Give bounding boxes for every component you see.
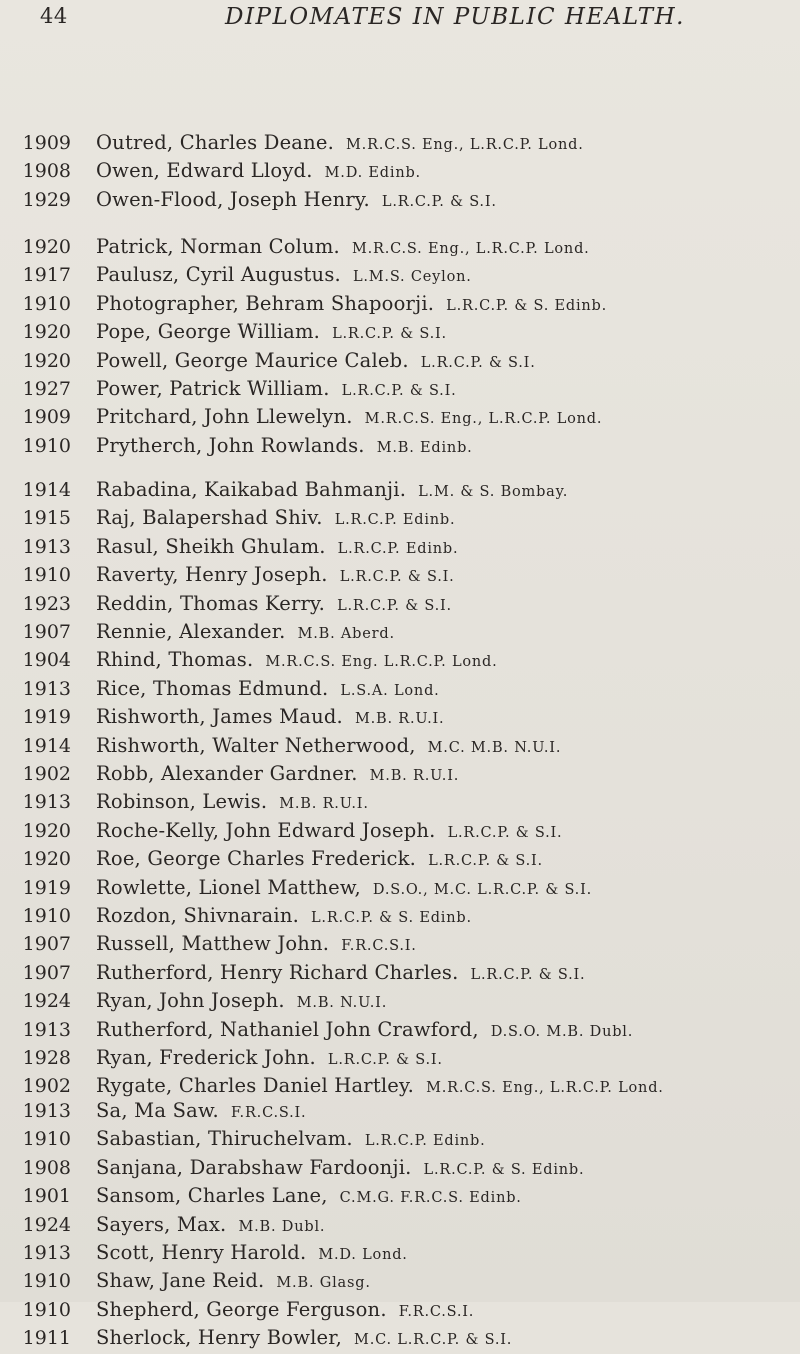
list-item — [0, 930, 800, 958]
entry-qualifications: L.R.C.P. & S.I. — [381, 193, 497, 210]
entry-name-text: Rabadina, Kaikabad Bahmanji. — [96, 478, 407, 501]
entry-qualifications: L.M.S. Ceylon. — [352, 269, 472, 286]
entry-name-text: Sa, Ma Saw. — [96, 1099, 219, 1122]
list-item — [0, 590, 800, 618]
list-item — [0, 347, 800, 375]
entry-name — [96, 817, 562, 847]
entry-name-text: Outred, Charles Deane. — [96, 131, 335, 154]
list-item — [0, 261, 800, 289]
entry-qualifications: L.R.C.P. & S.I. — [428, 853, 543, 870]
entry-qualifications: L.R.C.P. & S. Edinb. — [446, 297, 608, 314]
entry-name-text: Rishworth, Walter Netherwood, — [96, 733, 416, 757]
entry-name-text: Sanjana, Darabshaw Fardoonji. — [96, 1155, 412, 1179]
entry-qualifications: D.S.O., M.C. L.R.C.P. & S.I. — [372, 881, 593, 898]
entry-qualifications: L.R.C.P. & S.I. — [337, 597, 452, 614]
entry-name-text: Rutherford, Henry Richard Charles. — [96, 960, 459, 984]
entry-year: 1908 — [22, 160, 71, 183]
list-item — [0, 732, 800, 760]
list-item — [0, 675, 800, 703]
list-item — [0, 375, 800, 403]
entry-name-text: Power, Patrick William. — [96, 377, 330, 400]
list-item — [0, 186, 800, 214]
entry-name — [96, 1296, 474, 1326]
entry-name — [96, 930, 417, 960]
entry-name — [96, 760, 459, 790]
entry-name-text: Reddin, Thomas Kerry. — [96, 591, 326, 615]
entry-name-text: Raverty, Henry Joseph. — [96, 563, 328, 587]
entry-name-text: Rennie, Alexander. — [96, 620, 286, 643]
entry-name — [96, 1211, 325, 1241]
entry-name-text: Pritchard, John Llewelyn. — [96, 405, 353, 429]
list-item — [0, 1182, 800, 1210]
list-item — [0, 476, 800, 504]
entry-name-text: Pope, George William. — [96, 320, 321, 344]
entry-year: 1914 — [22, 734, 71, 757]
entry-qualifications: L.M. & S. Bombay. — [418, 484, 569, 500]
entry-name-text: Rygate, Charles Daniel Hartley. — [96, 1074, 415, 1098]
list-item — [0, 561, 800, 589]
entry-name-text: Sayers, Max. — [96, 1212, 227, 1236]
entry-name — [96, 290, 607, 320]
list-item — [0, 1267, 800, 1295]
entry-name — [96, 233, 590, 263]
entry-name — [96, 1182, 522, 1212]
entry-qualifications: L.R.C.P. & S. Edinb. — [423, 1161, 585, 1178]
entry-qualifications: M.R.C.S. Eng., L.R.C.P. Lond. — [426, 1080, 664, 1097]
entry-name-text: Sabastian, Thiruchelvam. — [96, 1127, 353, 1151]
list-item — [0, 129, 800, 157]
entry-name-text: Photographer, Behram Shapoorji. — [96, 291, 435, 315]
list-item — [0, 504, 800, 532]
list-item — [0, 817, 800, 845]
entry-name-text: Robinson, Lewis. — [96, 790, 268, 814]
entry-year: 1910 — [22, 434, 71, 457]
entry-year: 1924 — [22, 1213, 71, 1236]
entry-qualifications: L.R.C.P. Edinb. — [337, 540, 459, 557]
entry-qualifications: F.R.C.S.I. — [398, 1303, 475, 1320]
entry-name-text: Powell, George Maurice Caleb. — [96, 348, 409, 372]
entry-name-text: Owen-Flood, Joseph Henry. — [96, 187, 370, 211]
list-item — [0, 1211, 800, 1239]
entry-year: 1910 — [22, 564, 71, 587]
entry-name-text: Roe, George Charles Frederick. — [96, 847, 417, 871]
entry-year: 1923 — [22, 592, 71, 615]
entry-qualifications: L.R.C.P. & S.I. — [332, 326, 447, 343]
entry-name-text: Paulusz, Cyril Augustus. — [96, 263, 341, 287]
entry-name-text: Rutherford, Nathaniel John Crawford, — [96, 1017, 479, 1041]
entry-qualifications: M.R.C.S. Eng., L.R.C.P. Lond. — [364, 411, 603, 428]
entry-qualifications: C.M.G. F.R.C.S. Edinb. — [339, 1190, 522, 1207]
entry-year: 1910 — [22, 905, 71, 927]
entry-name — [96, 129, 584, 159]
entry-qualifications: L.R.C.P. & S.I. — [339, 569, 455, 586]
entry-year: 1902 — [22, 763, 71, 785]
entry-name — [96, 1154, 584, 1184]
entry-name — [96, 675, 440, 705]
entry-year: 1924 — [22, 990, 71, 1013]
entry-name — [96, 186, 497, 216]
entry-name — [96, 476, 568, 506]
entry-name-text: Prytherch, John Rowlands. — [96, 433, 365, 457]
entry-year: 1919 — [22, 876, 71, 899]
entry-name — [96, 318, 447, 348]
list-item — [0, 1154, 800, 1182]
page-number: 44 — [40, 4, 68, 28]
entry-qualifications: L.R.C.P. & S.I. — [420, 354, 536, 371]
entry-qualifications: L.R.C.P. & S.I. — [470, 966, 586, 983]
entry-name-text: Shaw, Jane Reid. — [96, 1269, 265, 1293]
entry-year: 1910 — [22, 1298, 71, 1321]
entry-name-text: Rozdon, Shivnarain. — [96, 904, 299, 927]
list-item — [0, 646, 800, 674]
entry-name-text: Raj, Balapershad Shiv. — [96, 506, 323, 530]
entry-qualifications: L.S.A. Lond. — [340, 682, 440, 699]
list-item — [0, 233, 800, 261]
entry-name — [96, 1125, 486, 1155]
entry-name — [96, 1016, 633, 1046]
entry-name-text: Owen, Edward Lloyd. — [96, 159, 313, 183]
entry-name — [96, 732, 561, 762]
entry-year: 1913 — [22, 1100, 71, 1122]
list-item — [0, 1044, 800, 1072]
entry-name — [96, 1044, 443, 1074]
entry-name — [96, 788, 369, 818]
entry-year: 1910 — [22, 292, 71, 315]
entry-name-text: Rishworth, James Maud. — [96, 705, 343, 729]
entry-name — [96, 1239, 408, 1269]
list-item — [0, 788, 800, 816]
entry-qualifications: M.C. M.B. N.U.I. — [427, 739, 562, 756]
entry-name — [96, 261, 472, 291]
entry-name — [96, 1324, 512, 1354]
list-item — [0, 902, 800, 930]
list-item — [0, 959, 800, 987]
list-item — [0, 845, 800, 873]
entry-year: 1913 — [22, 1018, 71, 1041]
entry-qualifications: M.B. R.U.I. — [354, 711, 445, 728]
entry-year: 1910 — [22, 1270, 71, 1293]
entry-qualifications: M.B. R.U.I. — [369, 768, 460, 784]
list-item — [0, 1239, 800, 1267]
entry-year: 1907 — [22, 933, 71, 956]
list-item — [0, 1324, 800, 1352]
entry-name — [96, 561, 455, 591]
entry-year: 1913 — [22, 1242, 71, 1264]
entry-qualifications: D.S.O. M.B. Dubl. — [490, 1023, 634, 1040]
entry-qualifications: L.R.C.P. Edinb. — [364, 1133, 486, 1150]
entry-year: 1920 — [22, 848, 71, 871]
list-item — [0, 703, 800, 731]
entry-name — [96, 533, 458, 563]
entry-name — [96, 375, 457, 405]
list-item — [0, 760, 800, 788]
list-item — [0, 290, 800, 318]
entry-qualifications: M.D. Edinb. — [324, 165, 421, 182]
entry-year: 1901 — [22, 1185, 71, 1208]
entry-qualifications: M.C. L.R.C.P. & S.I. — [354, 1332, 513, 1349]
entry-name-text: Sansom, Charles Lane, — [96, 1184, 328, 1208]
entry-name-text: Rice, Thomas Edmund. — [96, 676, 329, 700]
entry-year: 1913 — [22, 677, 71, 700]
entry-year: 1929 — [22, 188, 71, 211]
entry-name-text: Rowlette, Lionel Matthew, — [96, 875, 361, 899]
entry-year: 1928 — [22, 1047, 71, 1069]
entry-year: 1907 — [22, 621, 71, 643]
entry-name — [96, 959, 585, 989]
entry-year: 1911 — [22, 1327, 71, 1350]
entry-year: 1909 — [22, 132, 71, 154]
entry-name — [96, 347, 536, 377]
entry-year: 1920 — [22, 321, 71, 344]
entry-name-text: Patrick, Norman Colum. — [96, 235, 340, 258]
entry-qualifications: L.R.C.P. & S.I. — [341, 383, 457, 399]
entry-qualifications: M.R.C.S. Eng., L.R.C.P. Lond. — [346, 137, 584, 153]
list-item — [0, 1125, 800, 1153]
entry-name — [96, 1267, 371, 1297]
entry-year: 1907 — [22, 961, 71, 984]
list-item — [0, 533, 800, 561]
list-item — [0, 403, 800, 431]
list-item — [0, 618, 800, 646]
entry-qualifications: M.R.C.S. Eng. L.R.C.P. Lond. — [265, 654, 498, 671]
entry-name — [96, 703, 444, 733]
entry-qualifications: L.R.C.P. & S.I. — [447, 824, 563, 841]
entry-name — [96, 590, 452, 620]
entry-name — [96, 504, 455, 534]
entry-qualifications: M.B. R.U.I. — [279, 796, 369, 813]
list-item — [0, 1296, 800, 1324]
entry-name-text: Ryan, Frederick John. — [96, 1046, 316, 1069]
entry-year: 1914 — [22, 479, 71, 501]
entry-year: 1920 — [22, 236, 71, 258]
entry-name — [96, 432, 473, 462]
entry-qualifications: M.B. Dubl. — [238, 1218, 326, 1235]
entry-year: 1917 — [22, 264, 71, 287]
entry-qualifications: M.B. N.U.I. — [296, 995, 388, 1012]
entry-year: 1919 — [22, 706, 71, 729]
entry-year: 1915 — [22, 507, 71, 530]
entry-qualifications: M.B. Aberd. — [297, 626, 395, 642]
list-item — [0, 1097, 800, 1125]
entry-name — [96, 874, 592, 904]
entry-qualifications: F.R.C.S.I. — [230, 1105, 307, 1121]
list-item — [0, 1016, 800, 1044]
list-item — [0, 432, 800, 460]
entry-qualifications: L.R.C.P. Edinb. — [334, 512, 456, 529]
entry-year: 1902 — [22, 1075, 71, 1098]
entry-year: 1927 — [22, 378, 71, 400]
entry-year: 1913 — [22, 535, 71, 558]
entry-name-text: Rasul, Sheikh Ghulam. — [96, 534, 326, 558]
list-item — [0, 874, 800, 902]
entry-year: 1908 — [22, 1156, 71, 1179]
entry-year: 1920 — [22, 819, 71, 842]
entry-name-text: Ryan, John Joseph. — [96, 989, 285, 1013]
entry-name-text: Shepherd, George Ferguson. — [96, 1297, 387, 1321]
entry-name-text: Sherlock, Henry Bowler, — [96, 1326, 343, 1350]
entry-year: 1920 — [22, 349, 71, 372]
list-item — [0, 318, 800, 346]
entry-name — [96, 646, 498, 676]
entry-name-text: Russell, Matthew John. — [96, 932, 330, 956]
entry-qualifications: M.B. Glasg. — [276, 1275, 371, 1292]
entry-name — [96, 845, 543, 875]
entry-name-text: Robb, Alexander Gardner. — [96, 762, 358, 785]
entry-year: 1904 — [22, 649, 71, 672]
list-item — [0, 987, 800, 1015]
entry-qualifications: M.R.C.S. Eng., L.R.C.P. Lond. — [351, 241, 590, 257]
entry-name-text: Scott, Henry Harold. — [96, 1241, 307, 1264]
entry-name-text: Rhind, Thomas. — [96, 648, 254, 672]
entry-name — [96, 987, 387, 1017]
entry-qualifications: F.R.C.S.I. — [341, 938, 417, 955]
entry-name — [96, 1097, 306, 1127]
entry-name — [96, 902, 472, 932]
running-head: DIPLOMATES IN PUBLIC HEALTH. — [225, 4, 685, 30]
entry-name-text: Roche-Kelly, John Edward Joseph. — [96, 818, 436, 842]
entry-name — [96, 157, 421, 187]
entry-name — [96, 403, 602, 433]
entry-qualifications: L.R.C.P. & S. Edinb. — [310, 910, 472, 926]
entry-qualifications: M.B. Edinb. — [376, 439, 473, 456]
list-item — [0, 157, 800, 185]
entry-qualifications: M.D. Lond. — [318, 1247, 408, 1263]
entry-year: 1909 — [22, 406, 71, 429]
entry-year: 1910 — [22, 1128, 71, 1151]
entry-year: 1913 — [22, 791, 71, 814]
entry-qualifications: L.R.C.P. & S.I. — [327, 1052, 443, 1068]
entry-name — [96, 618, 395, 648]
